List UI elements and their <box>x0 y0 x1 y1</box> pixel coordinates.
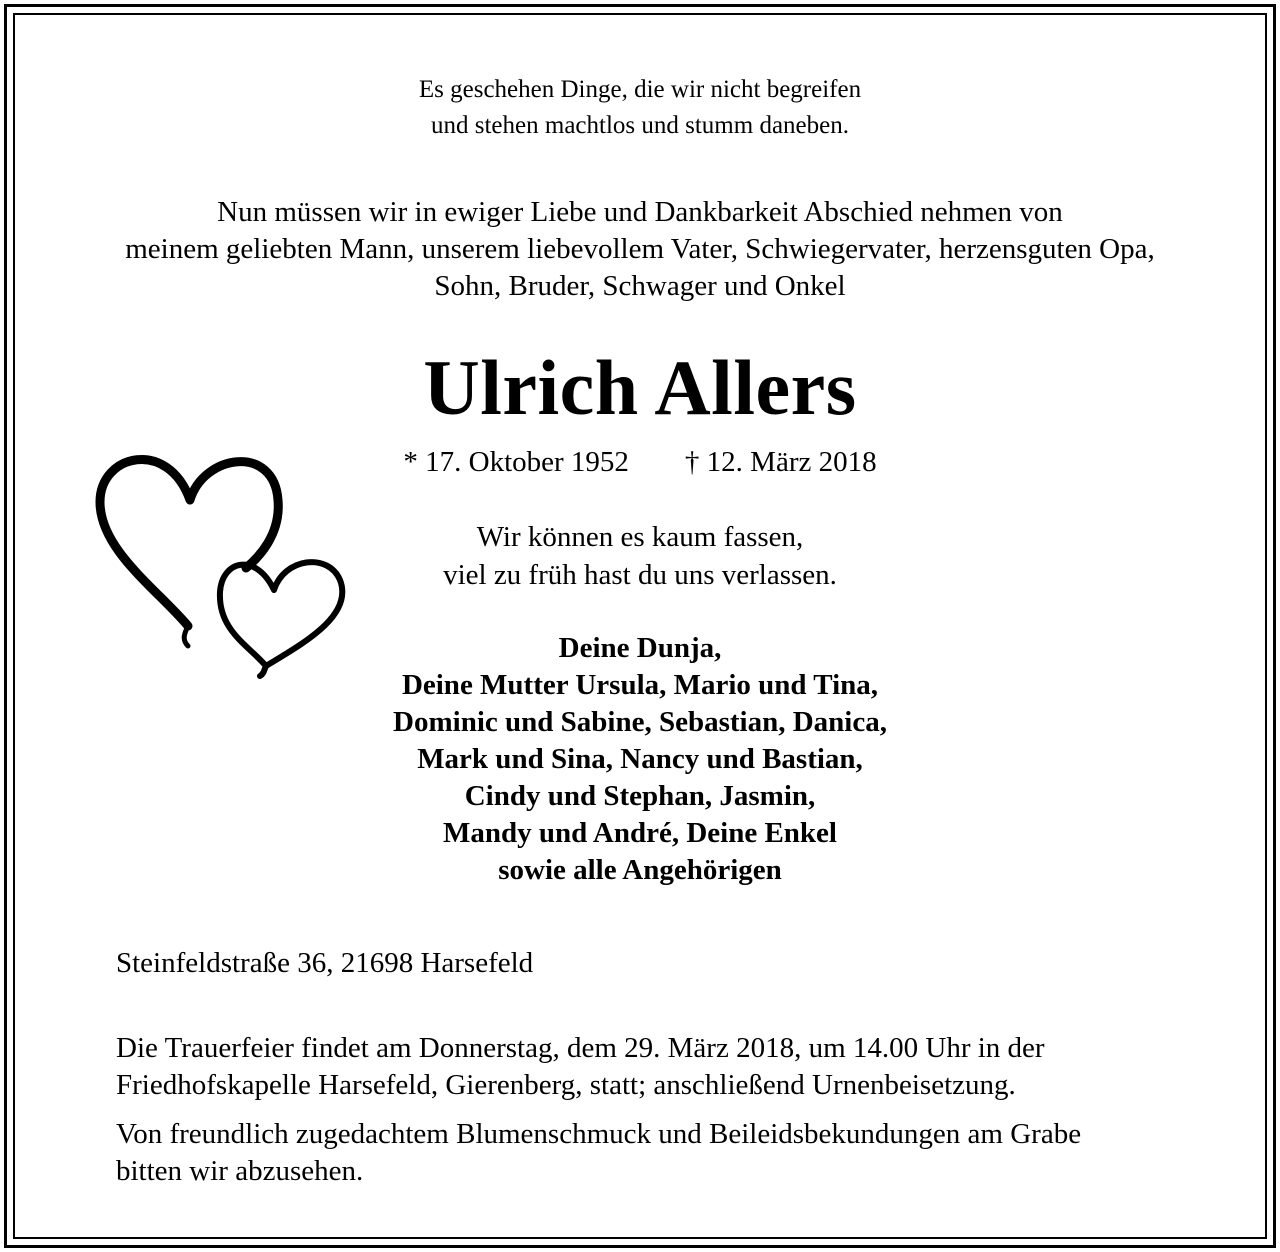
signoff-line: Cindy und Stephan, Jasmin, <box>464 780 816 812</box>
verse <box>0 518 1280 594</box>
verse-line: Wir können es kaum fassen, <box>476 521 804 553</box>
intro-line: meinem geliebten Mann, unserem liebevollem Vater, Schwiegervater, herzensguten Opa, <box>125 233 1155 265</box>
death-date: † 12. März 2018 <box>684 446 877 478</box>
intro-line: Nun müssen wir in ewiger Liebe und Dankbarkeit Abschied nehmen von <box>217 196 1063 228</box>
signoff-line: Deine Mutter Ursula, Mario und Tina, <box>401 669 879 701</box>
note-line: Von freundlich zugedachtem Blumenschmuck und Beileidsbekundungen am Grabe <box>116 1118 1082 1150</box>
signoff-line: sowie alle Angehörigen <box>498 854 782 886</box>
flowers-note <box>116 1116 1081 1190</box>
verse-line: viel zu früh hast du uns verlassen. <box>443 559 837 591</box>
birth-date: * 17. Oktober 1952 <box>403 446 629 478</box>
intro-text <box>0 194 1280 305</box>
motto-line: Es geschehen Dinge, die wir nicht begreifen <box>418 76 862 103</box>
deceased-name: Ulrich Allers <box>423 344 857 431</box>
note-line: bitten wir abzusehen. <box>116 1155 364 1187</box>
service-line: Die Trauerfeier findet am Donnerstag, dem 29. März 2018, um 14.00 Uhr in der <box>116 1032 1045 1064</box>
intro-line: Sohn, Bruder, Schwager und Onkel <box>434 270 846 302</box>
address: Steinfeldstraße 36, 21698 Harsefeld <box>116 947 534 979</box>
signoff-line: Mark und Sina, Nancy und Bastian, <box>417 743 863 775</box>
motto <box>0 72 1280 144</box>
service-line: Friedhofskapelle Harsefeld, Gierenberg, statt; anschließend Urnenbeisetzung. <box>116 1069 1016 1101</box>
service-details <box>116 1030 1045 1104</box>
signoff-line: Dominic und Sabine, Sebastian, Danica, <box>393 706 887 738</box>
signoff-line: Mandy und André, Deine Enkel <box>442 817 837 849</box>
signoff-line: Deine Dunja, <box>558 632 722 664</box>
mourners-signoff <box>0 630 1280 889</box>
motto-line: und stehen machtlos und stumm daneben. <box>431 112 849 139</box>
